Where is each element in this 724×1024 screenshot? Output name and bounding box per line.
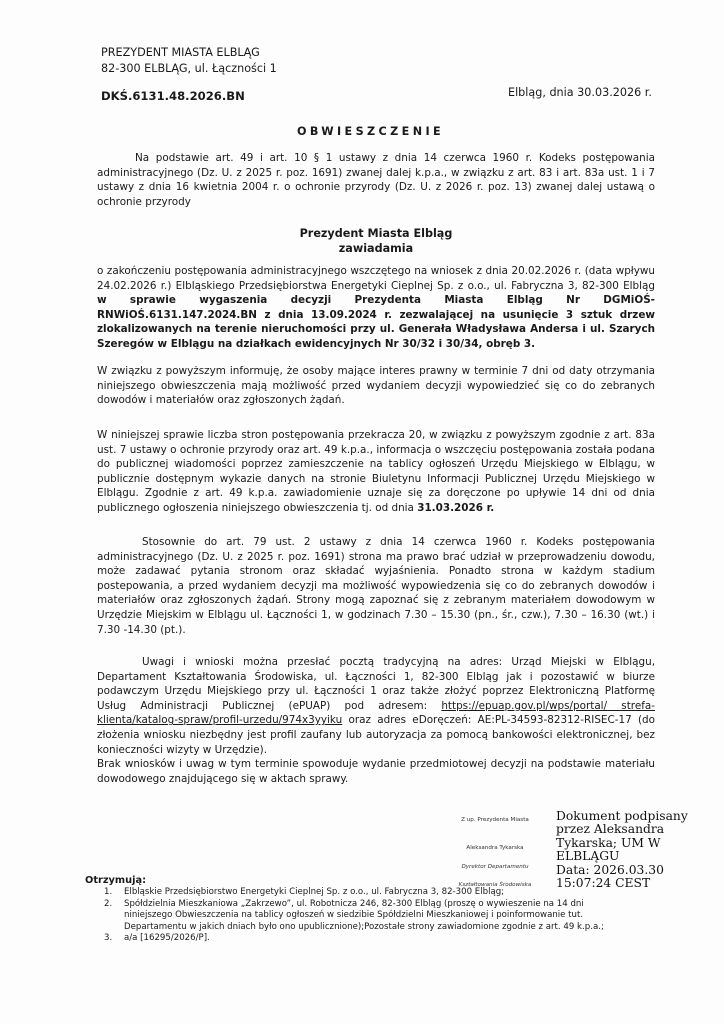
parties-paragraph <box>97 428 655 516</box>
signatory-role-line1: Dyrektor Departamentu <box>461 864 529 870</box>
on-behalf-label: Z up. Prezydenta Miasta <box>461 817 529 823</box>
authority-address: 82-300 ELBLĄG, ul. Łączności 1 <box>101 62 277 75</box>
legal-basis-paragraph <box>97 151 655 209</box>
art79-paragraph <box>97 535 655 637</box>
notice-paragraph <box>97 264 655 352</box>
esign-line: Data: 2026.03.30 <box>556 862 664 877</box>
esign-line: Tykarska; UM W <box>556 835 661 850</box>
place-date: Elbląg, dnia 30.03.2026 r. <box>508 86 652 99</box>
recipient-text: Elbląskie Przedsiębiorstwo Energetyki Cieplnej Sp. z o.o., ul. Fabryczna 3, 82-300 Elbląg; <box>124 887 505 897</box>
esign-line: Dokument podpisany <box>556 809 688 823</box>
rights-paragraph <box>97 364 655 408</box>
recipient-number: 2. <box>104 898 113 909</box>
submissions-text-after: oraz adres eDoręczeń: AE:PL-34593-82312-RISEC-17 (do złożenia wniosku niezbędny jest profil zaufany lub autoryzacja za pomocą bankowości elektronicznej, bez konieczności wizyty w Urzędzie). <box>97 714 655 756</box>
delivery-date: 31.03.2026 r. <box>417 501 495 514</box>
authority-name: PREZYDENT MIASTA ELBLĄG <box>101 46 260 59</box>
announcer-line1: Prezydent Miasta Elbląg <box>299 227 453 240</box>
submissions-text: Uwagi i wnioski można przesłać pocztą tradycyjną na adres: Urząd Miejski w Elblągu, Departament Kształtowania Środowiska, ul. Łączności 1, 82-300 Elbląg jak i pozostawić w biurze podawczym Urzędu Miejskiego przy ul. Łączności 1 oraz także złożyć poprzez Elektroniczną Platformę Usług Administracji Publicznej (ePUAP) pod adresem: <box>97 656 655 712</box>
recipient-item <box>90 933 630 945</box>
parties-text: W niniejszej sprawie liczba stron postępowania przekracza 20, w związku z powyższym zgodnie z art. 83a ust. 7 ustawy o ochronie przyrody oraz art. 49 k.p.a., informacja o wszczęciu postępowania została podana do publicznej wiadomości poprzez zamieszczenie na tablicy ogłoszeń Urzędu Miejskiego w Elblągu, w publicznie dostępnym wykazie danych na stronie Biuletynu Informacji Publicznej Urzędu Miejskiego w Elblągu. Zgodnie z art. 49 k.p.a. zawiadomienie uznaje się za doręczone po upływie 14 dni od dnia publicznego ogłoszenia niniejszego obwieszczenia tj. od dnia <box>97 429 655 514</box>
announcer-line2: zawiadamia <box>338 242 414 255</box>
recipients-label: Otrzymują: <box>85 875 147 886</box>
art79-text: Stosownie do art. 79 ust. 2 ustawy z dnia 14 czerwca 1960 r. Kodeks postępowania administracyjnego (Dz. U. z 2025 r. poz. 1691) strona ma prawo brać udział w przeprowadzeniu dowodu, może zadawać pytania stronom oraz składać wyjaśnienia. Ponadto strona w każdym stadium postepowania, a przed wydaniem decyzji ma możliwość wypowiedzenia się co do zebranych dowodów i materiałów oraz zgłoszonych żądań. Strony mogą zapoznać się z zebranym materiałem dowodowym w Urzędzie Miejskim w Elblągu ul. Łączności 1, w godzinach 7.30 – 15.30 (pn., śr., czw.), 7.30 – 16.30 (wt.) i 7.30 -14.30 (pt.). <box>97 536 655 636</box>
closing-text: Brak wniosków i uwag w tym terminie spowoduje wydanie przedmiotowej decyzji na podstawie materiału dowodowego znajdującego się w aktach sprawy. <box>97 758 655 785</box>
esign-line: ELBLĄGU <box>556 849 620 864</box>
notice-text: o zakończeniu postępowania administracyjnego wszczętego na wniosek z dnia 20.02.2026 r. (data wpływu 24.02.2026 r.) Elbląskiego Przedsiębiorstwa Energetyki Cieplnej Sp. z o.o., ul. Fabryczna 3, 82-300 Elbląg <box>97 265 655 292</box>
signatory-role-line2: Kształtowania Środowiska <box>458 882 532 888</box>
signatory-name: Aleksandra Tykarska <box>466 845 524 851</box>
recipient-text: a/a [16295/2026/P]. <box>124 933 210 944</box>
case-number: DKŚ.6131.48.2026.BN <box>101 89 245 103</box>
recipient-text: Spółdzielnia Mieszkaniowa „Zakrzewo”, ul. Robotnicza 246, 82-300 Elbląg (proszę o wywieszenie na 14 dni niniejszego Obwieszczenia na tablicy ogłoszeń w siedzibie Spółdzielni Mieszkaniowej i poinformowanie tut. Departamentu w jakich dniach było ono upublicznione);Pozostałe strony zawiadomione zgodnie z art. 49 k.p.a.; <box>124 898 604 932</box>
recipient-number: 3. <box>104 933 113 944</box>
recipient-number: 1. <box>104 887 113 897</box>
announcer-heading <box>97 226 655 256</box>
recipients-list <box>90 887 630 945</box>
recipient-item <box>90 899 630 934</box>
electronic-signature-stamp <box>556 810 724 890</box>
epuap-link[interactable]: https://epuap.gov.pl/wps/portal/ strefa-klienta/katalog-spraw/profil-urzedu/974x3yyiku <box>97 699 655 727</box>
submissions-paragraph <box>97 655 655 786</box>
notice-bold-text: w sprawie wygaszenia decyzji Prezydenta Miasta Elbląg Nr DGMiOŚ-RNWiOŚ.6131.147.2024.BN z dnia 13.09.2024 r. zezwalającej na usunięcie 3 sztuk drzew zlokalizowanych na terenie nieruchomości przy ul. Generała Władysława Andersa i ul. Szarych Szeregów w Elblągu na działkach ewidencyjnych Nr 30/32 i 30/34, obręb 3. <box>97 294 655 350</box>
legal-basis-text: Na podstawie art. 49 i art. 10 § 1 ustawy z dnia 14 czerwca 1960 r. Kodeks postępowania administracyjnego (Dz. U. z 2025 r. poz. 1691) zwanej dalej k.p.a., w związku z art. 83 i art. 83a ust. 1 i 7 ustawy z dnia 16 kwietnia 2004 r. o ochronie przyrody (Dz. U. z 2026 r. poz. 13) zwanej dalej ustawą o ochronie przyrody <box>97 152 655 208</box>
esign-line: 15:07:24 CEST <box>556 876 651 891</box>
esign-line: przez Aleksandra <box>556 822 665 837</box>
document-title: OBWIESZCZENIE <box>297 125 445 138</box>
recipient-item <box>90 887 630 899</box>
rights-text: W związku z powyższym informuję, że osoby mające interes prawny w terminie 7 dni od daty otrzymania niniejszego obwieszczenia mają możliwość przed wydaniem decyzji wypowiedzieć się co do zebranych dowodów i materiałów oraz zgłoszonych żądań. <box>97 365 655 407</box>
